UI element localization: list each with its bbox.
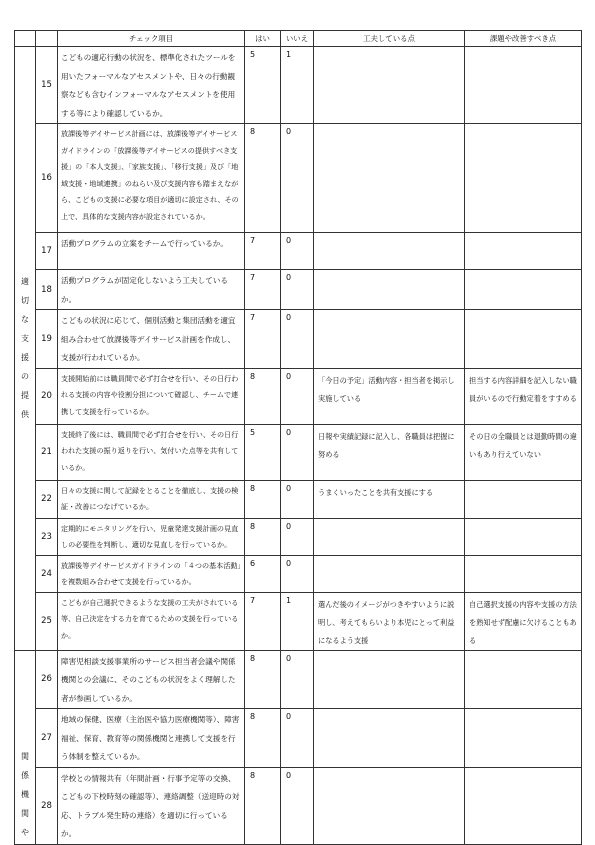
item-text: こどもが自己選択できるような支援の工夫がされている等、自己決定をする力を育てるための支援を行っているか。	[58, 592, 245, 650]
table-row	[15, 270, 582, 310]
no-count: 0	[281, 767, 314, 844]
item-text: 定期的にモニタリングを行い、児童発達支援計画の見直しの必要性を判断し、適切な見直しを行っているか。	[58, 518, 245, 555]
issues	[465, 518, 582, 555]
row-number: 17	[36, 233, 58, 270]
table-row	[15, 368, 582, 424]
issues: 自己選択支援の内容や支援の方法を熟知せず配慮に欠けることもある	[465, 592, 582, 650]
row-number: 27	[36, 709, 58, 768]
issues	[465, 270, 582, 310]
good-points	[314, 47, 465, 124]
yes-count: 8	[245, 767, 281, 844]
table-row	[15, 424, 582, 480]
issues	[465, 310, 582, 369]
table-row	[15, 650, 582, 709]
table-row	[15, 592, 582, 650]
yes-count: 7	[245, 310, 281, 369]
category-cell-relations	[15, 650, 36, 844]
good-points	[314, 518, 465, 555]
issues	[465, 124, 582, 233]
good-points	[314, 270, 465, 310]
header-row	[15, 31, 582, 47]
table-row	[15, 310, 582, 369]
good-points: うまくいったことを共有支援にする	[314, 480, 465, 518]
good-points	[314, 310, 465, 369]
item-text: 活動プログラムが固定化しないよう工夫しているか。	[58, 270, 245, 310]
row-number: 16	[36, 124, 58, 233]
item-text: 支援終了後には、職員間で必ず打合せを行い、その日行われた支援の振り返りを行い、気付いた点等を共有しているか。	[58, 424, 245, 480]
good-points	[314, 555, 465, 592]
header-number	[36, 31, 58, 47]
table-row	[15, 124, 582, 233]
header-yes: はい	[245, 31, 281, 47]
row-number: 20	[36, 368, 58, 424]
category-label-relations: 関係機関や	[21, 751, 29, 837]
item-text: こどもの適応行動の状況を、標準化されたツールを用いたフォーマルなアセスメントや、日々の行動観察なども含むインフォーマルなアセスメントを使用する等により確認しているか。	[58, 47, 245, 124]
issues	[465, 767, 582, 844]
row-number: 18	[36, 270, 58, 310]
table-row	[15, 233, 582, 270]
issues	[465, 709, 582, 768]
checklist-table	[14, 30, 582, 845]
row-number: 15	[36, 47, 58, 124]
row-number: 19	[36, 310, 58, 369]
table-row	[15, 767, 582, 844]
item-text: 地域の保健、医療（主治医や協力医療機関等）、障害福祉、保育、教育等の関係機関と連携して支援を行う体制を整えているか。	[58, 709, 245, 768]
no-count: 0	[281, 124, 314, 233]
header-no: いいえ	[281, 31, 314, 47]
row-number: 22	[36, 480, 58, 518]
no-count: 0	[281, 310, 314, 369]
yes-count: 8	[245, 709, 281, 768]
category-label-support: 適切な支援の提供	[21, 277, 29, 420]
row-number: 24	[36, 555, 58, 592]
table-row	[15, 47, 582, 124]
issues	[465, 555, 582, 592]
issues	[465, 47, 582, 124]
no-count: 0	[281, 233, 314, 270]
item-text: こどもの状況に応じて、個別活動と集団活動を適宜組み合わせて放課後等デイサービス計画を作成し、支援が行われているか。	[58, 310, 245, 369]
yes-count: 8	[245, 124, 281, 233]
item-text: 障害児相談支援事業所のサービス担当者会議や関係機関との会議に、そのこどもの状況をよく理解した者が参画しているか。	[58, 650, 245, 709]
yes-count: 6	[245, 555, 281, 592]
yes-count: 8	[245, 518, 281, 555]
issues: その日の全職員とは退勤時間の違いもあり行えていない	[465, 424, 582, 480]
item-text: 放課後等デイサービスガイドラインの「４つの基本活動」を複数組み合わせて支援を行っているか。	[58, 555, 245, 592]
good-points: 選んだ後のイメージがつきやすいように説明し、考えてもらいより本児にとって利益になるよう支援	[314, 592, 465, 650]
good-points	[314, 124, 465, 233]
header-good-points: 工夫している点	[314, 31, 465, 47]
yes-count: 8	[245, 480, 281, 518]
item-text: 日々の支援に関して記録をとることを徹底し、支援の検証・改善につなげているか。	[58, 480, 245, 518]
table-row	[15, 709, 582, 768]
header-category	[15, 31, 36, 47]
no-count: 0	[281, 424, 314, 480]
table-row	[15, 480, 582, 518]
no-count: 1	[281, 47, 314, 124]
row-number: 21	[36, 424, 58, 480]
row-number: 28	[36, 767, 58, 844]
yes-count: 8	[245, 650, 281, 709]
good-points	[314, 709, 465, 768]
row-number: 25	[36, 592, 58, 650]
evaluation-sheet	[14, 30, 581, 845]
item-text: 放課後等デイサービス計画には、放課後等デイサービスガイドラインの「放課後等デイサービスの提供すべき支援」の「本人支援」、「家族支援」、「移行支援」及び「地域支援・地域連携」のねらい及び支援内容も踏まえながら、こどもの支援に必要な項目が適切に設定され、その上で、具体的な支援内容が設定されているか。	[58, 124, 245, 233]
table-row	[15, 555, 582, 592]
no-count: 0	[281, 518, 314, 555]
item-text: 支援開始前には職員間で必ず打合せを行い、その日行われる支援の内容や役割分担について確認し、チームで連携して支援を行っているか。	[58, 368, 245, 424]
header-item: チェック項目	[58, 31, 245, 47]
no-count: 0	[281, 709, 314, 768]
issues	[465, 480, 582, 518]
good-points: 日報や実績記録に記入し、各職員は把握に努める	[314, 424, 465, 480]
good-points	[314, 650, 465, 709]
good-points: 「今日の予定」活動内容・担当者を掲示し実施している	[314, 368, 465, 424]
header-issues: 課題や改善すべき点	[465, 31, 582, 47]
row-number: 26	[36, 650, 58, 709]
yes-count: 7	[245, 592, 281, 650]
yes-count: 5	[245, 47, 281, 124]
yes-count: 8	[245, 368, 281, 424]
yes-count: 7	[245, 233, 281, 270]
no-count: 0	[281, 368, 314, 424]
issues	[465, 650, 582, 709]
row-number: 23	[36, 518, 58, 555]
item-text: 活動プログラムの立案をチームで行っているか。	[58, 233, 245, 270]
issues: 担当する内容詳細を記入しない職員がいるので行動定着をすすめる	[465, 368, 582, 424]
no-count: 0	[281, 480, 314, 518]
table-row	[15, 518, 582, 555]
good-points	[314, 233, 465, 270]
category-cell-support	[15, 47, 36, 651]
good-points	[314, 767, 465, 844]
yes-count: 7	[245, 270, 281, 310]
no-count: 1	[281, 592, 314, 650]
no-count: 0	[281, 555, 314, 592]
no-count: 0	[281, 270, 314, 310]
item-text: 学校との情報共有（年間計画・行事予定等の交換、こどもの下校時刻の確認等）、連絡調整（送迎時の対応、トラブル発生時の連絡）を適切に行っているか。	[58, 767, 245, 844]
no-count: 0	[281, 650, 314, 709]
yes-count: 5	[245, 424, 281, 480]
issues	[465, 233, 582, 270]
